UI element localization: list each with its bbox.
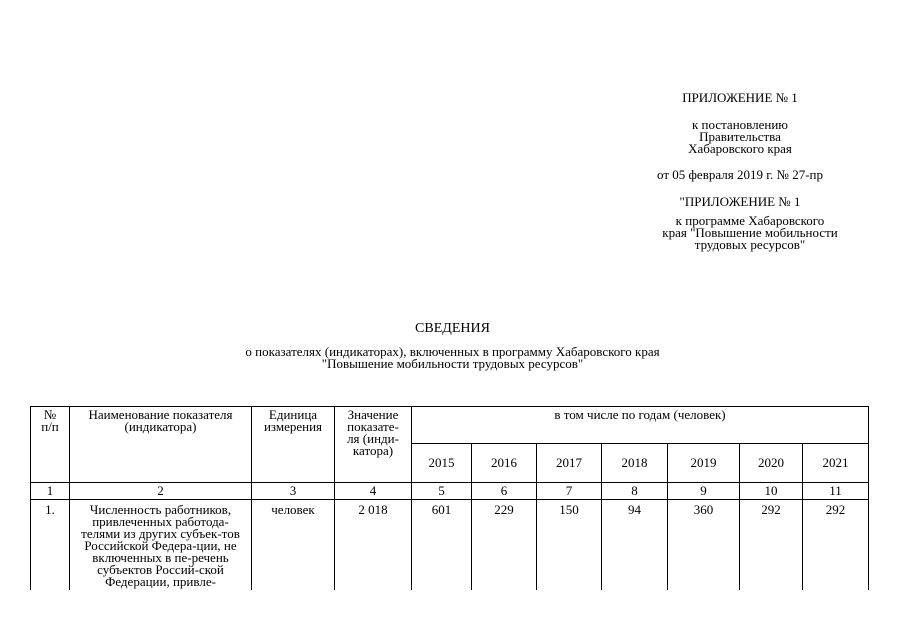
row-indicator-name: Численность работников, привлеченных работода-телями из других субъек-тов Российской Федера-ции, не включенных в пе-речень субъектов Россий-ской Федерации, привле- bbox=[70, 500, 252, 591]
table-row bbox=[31, 500, 869, 591]
row-year-value: 292 bbox=[803, 500, 869, 591]
row-year-value: 360 bbox=[668, 500, 740, 591]
column-number: 6 bbox=[472, 483, 537, 500]
column-number: 7 bbox=[537, 483, 602, 500]
header-year: 2021 bbox=[803, 444, 869, 483]
appendix-date: от 05 февраля 2019 г. № 27-пр bbox=[657, 167, 823, 182]
header-name: Наименование показателя (индикатора) bbox=[70, 407, 252, 483]
header-year: 2017 bbox=[537, 444, 602, 483]
header-unit: Единица измерения bbox=[252, 407, 335, 483]
column-number: 8 bbox=[602, 483, 668, 500]
column-number-row bbox=[31, 483, 869, 500]
column-number: 2 bbox=[70, 483, 252, 500]
column-number: 10 bbox=[740, 483, 803, 500]
column-number: 5 bbox=[412, 483, 472, 500]
row-year-value: 150 bbox=[537, 500, 602, 591]
document-heading: СВЕДЕНИЯ bbox=[415, 321, 490, 336]
header-number: № п/п bbox=[31, 407, 70, 483]
header-year: 2016 bbox=[472, 444, 537, 483]
header-year: 2019 bbox=[668, 444, 740, 483]
table-header-row bbox=[31, 407, 869, 444]
appendix-subtitle: к постановлению Правительства Хабаровского края bbox=[688, 117, 792, 156]
header-years-group: в том числе по годам (человек) bbox=[412, 407, 869, 444]
header-year: 2020 bbox=[740, 444, 803, 483]
header-year: 2015 bbox=[412, 444, 472, 483]
column-number: 9 bbox=[668, 483, 740, 500]
row-year-value: 601 bbox=[412, 500, 472, 591]
row-year-value: 292 bbox=[740, 500, 803, 591]
appendix-title: ПРИЛОЖЕНИЕ № 1 bbox=[682, 90, 798, 105]
document-subheading: о показателях (индикаторах), включенных в программу Хабаровского края "Повышение мобильности трудовых ресурсов" bbox=[245, 344, 660, 371]
column-number: 4 bbox=[335, 483, 412, 500]
header-value: Значение показате- ля (инди- катора) bbox=[335, 407, 412, 483]
column-number: 1 bbox=[31, 483, 70, 500]
row-number: 1. bbox=[31, 500, 70, 591]
column-number: 3 bbox=[252, 483, 335, 500]
row-year-value: 229 bbox=[472, 500, 537, 591]
row-value: 2 018 bbox=[335, 500, 412, 591]
header-year: 2018 bbox=[602, 444, 668, 483]
row-year-value: 94 bbox=[602, 500, 668, 591]
row-unit: человек bbox=[252, 500, 335, 591]
program-appendix-title: "ПРИЛОЖЕНИЕ № 1 bbox=[679, 194, 801, 209]
column-number: 11 bbox=[803, 483, 869, 500]
indicators-table bbox=[30, 406, 869, 590]
program-appendix-subtitle: к программе Хабаровского края "Повышение мобильности трудовых ресурсов" bbox=[662, 213, 838, 252]
